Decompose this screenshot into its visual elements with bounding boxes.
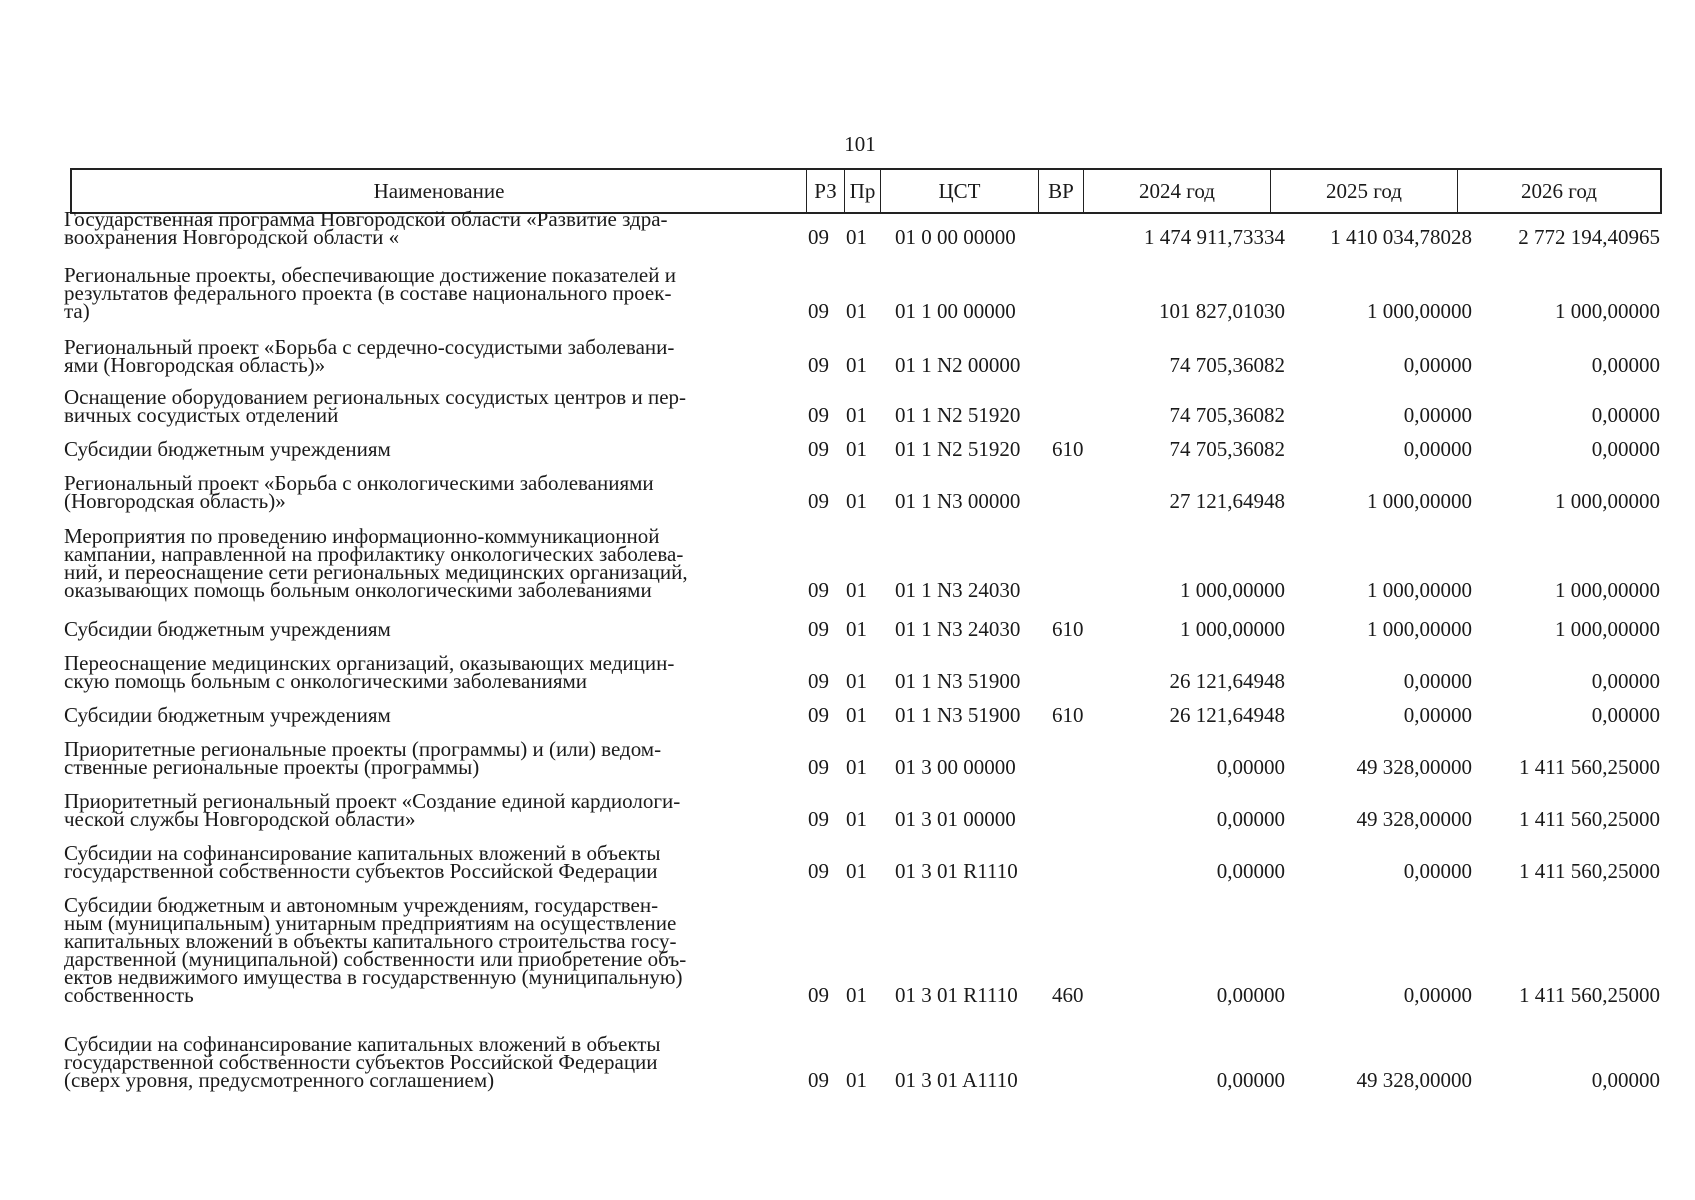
row-name: Субсидии бюджетным учреждениям bbox=[64, 437, 391, 461]
cell-cst: 01 3 01 R1110 bbox=[895, 983, 1018, 1007]
cell-rz: 09 bbox=[808, 617, 829, 641]
cell-y2025: 0,00000 bbox=[1403, 859, 1472, 883]
cell-y2026: 1 411 560,25000 bbox=[1519, 807, 1660, 831]
row-name: Приоритетные региональные проекты (программы) и (или) ведом- ственные региональные проекты (программы) bbox=[64, 737, 662, 779]
cell-rz: 09 bbox=[808, 225, 829, 249]
cell-y2026: 1 000,00000 bbox=[1555, 617, 1660, 641]
cell-cst: 01 1 N3 51900 bbox=[895, 703, 1021, 727]
cell-y2025: 0,00000 bbox=[1403, 403, 1472, 427]
cell-y2024: 74 705,36082 bbox=[1169, 437, 1285, 461]
cell-rz: 09 bbox=[808, 403, 829, 427]
cell-y2024: 1 000,00000 bbox=[1180, 617, 1285, 641]
cell-pr: 01 bbox=[846, 353, 867, 377]
cell-cst: 01 1 00 00000 bbox=[895, 299, 1016, 323]
cell-y2025: 0,00000 bbox=[1403, 437, 1472, 461]
cell-vr: 610 bbox=[1052, 703, 1084, 727]
row-name: Оснащение оборудованием региональных сосудистых центров и пер- вичных сосудистых отделений bbox=[64, 385, 687, 427]
header-name: Наименование bbox=[72, 170, 807, 212]
cell-rz: 09 bbox=[808, 703, 829, 727]
cell-cst: 01 3 01 00000 bbox=[895, 807, 1016, 831]
cell-rz: 09 bbox=[808, 353, 829, 377]
cell-y2025: 0,00000 bbox=[1403, 353, 1472, 377]
cell-y2026: 0,00000 bbox=[1591, 437, 1660, 461]
header-pr: Пр bbox=[845, 170, 881, 212]
cell-rz: 09 bbox=[808, 578, 829, 602]
cell-y2026: 1 000,00000 bbox=[1555, 299, 1660, 323]
cell-y2025: 1 000,00000 bbox=[1367, 578, 1472, 602]
page-number: 101 bbox=[844, 132, 876, 156]
cell-rz: 09 bbox=[808, 489, 829, 513]
cell-y2024: 0,00000 bbox=[1216, 1068, 1285, 1092]
cell-y2026: 1 411 560,25000 bbox=[1519, 755, 1660, 779]
cell-y2024: 26 121,64948 bbox=[1169, 703, 1285, 727]
cell-pr: 01 bbox=[846, 703, 867, 727]
cell-pr: 01 bbox=[846, 403, 867, 427]
cell-y2024: 0,00000 bbox=[1216, 859, 1285, 883]
row-name: Региональный проект «Борьба с сердечно-сосудистыми заболевани- ями (Новгородская область)» bbox=[64, 335, 675, 377]
cell-cst: 01 3 00 00000 bbox=[895, 755, 1016, 779]
cell-rz: 09 bbox=[808, 669, 829, 693]
cell-y2026: 2 772 194,40965 bbox=[1518, 225, 1660, 249]
cell-y2025: 1 410 034,78028 bbox=[1330, 225, 1472, 249]
cell-pr: 01 bbox=[846, 807, 867, 831]
cell-rz: 09 bbox=[808, 807, 829, 831]
cell-pr: 01 bbox=[846, 669, 867, 693]
cell-rz: 09 bbox=[808, 299, 829, 323]
cell-pr: 01 bbox=[846, 489, 867, 513]
cell-cst: 01 1 N3 24030 bbox=[895, 617, 1021, 641]
header-2024: 2024 год bbox=[1084, 170, 1271, 212]
cell-y2026: 1 000,00000 bbox=[1555, 578, 1660, 602]
cell-y2026: 0,00000 bbox=[1591, 703, 1660, 727]
row-name: Субсидии на софинансирование капитальных вложений в объекты государственной собственности субъектов Российской Федерации (сверх уровня, предусмотренного соглашением) bbox=[64, 1032, 661, 1092]
cell-vr: 610 bbox=[1052, 617, 1084, 641]
cell-y2026: 1 411 560,25000 bbox=[1519, 859, 1660, 883]
cell-y2025: 0,00000 bbox=[1403, 669, 1472, 693]
cell-pr: 01 bbox=[846, 617, 867, 641]
header-rz: РЗ bbox=[807, 170, 845, 212]
header-vr: ВР bbox=[1039, 170, 1084, 212]
cell-pr: 01 bbox=[846, 578, 867, 602]
cell-cst: 01 1 N2 51920 bbox=[895, 437, 1021, 461]
cell-rz: 09 bbox=[808, 983, 829, 1007]
row-name: Субсидии на софинансирование капитальных вложений в объекты государственной собственности субъектов Российской Федерации bbox=[64, 841, 661, 883]
header-2025: 2025 год bbox=[1271, 170, 1458, 212]
cell-y2026: 1 411 560,25000 bbox=[1519, 983, 1660, 1007]
row-name: Приоритетный региональный проект «Создание единой кардиологи- ческой службы Новгородской области» bbox=[64, 789, 681, 831]
cell-y2024: 74 705,36082 bbox=[1169, 403, 1285, 427]
cell-pr: 01 bbox=[846, 437, 867, 461]
cell-y2026: 0,00000 bbox=[1591, 353, 1660, 377]
cell-pr: 01 bbox=[846, 299, 867, 323]
cell-y2025: 0,00000 bbox=[1403, 983, 1472, 1007]
cell-rz: 09 bbox=[808, 1068, 829, 1092]
cell-y2024: 1 000,00000 bbox=[1180, 578, 1285, 602]
cell-rz: 09 bbox=[808, 755, 829, 779]
cell-y2024: 27 121,64948 bbox=[1169, 489, 1285, 513]
cell-rz: 09 bbox=[808, 437, 829, 461]
header-2026: 2026 год bbox=[1521, 178, 1597, 203]
row-name: Региональный проект «Борьба с онкологическими заболеваниями (Новгородская область)» bbox=[64, 471, 654, 513]
cell-y2024: 0,00000 bbox=[1216, 755, 1285, 779]
cell-y2025: 49 328,00000 bbox=[1356, 755, 1472, 779]
cell-y2025: 0,00000 bbox=[1403, 703, 1472, 727]
cell-cst: 01 1 N3 00000 bbox=[895, 489, 1021, 513]
cell-vr: 610 bbox=[1052, 437, 1084, 461]
row-name: Региональные проекты, обеспечивающие достижение показателей и результатов федерального проекта (в составе национального проек- та) bbox=[64, 263, 676, 323]
cell-y2025: 1 000,00000 bbox=[1367, 489, 1472, 513]
cell-pr: 01 bbox=[846, 1068, 867, 1092]
row-name: Государственная программа Новгородской области «Развитие здра- воохранения Новгородской области « bbox=[64, 207, 668, 249]
cell-y2026: 1 000,00000 bbox=[1555, 489, 1660, 513]
cell-y2026: 0,00000 bbox=[1591, 669, 1660, 693]
cell-y2025: 1 000,00000 bbox=[1367, 299, 1472, 323]
cell-y2025: 1 000,00000 bbox=[1367, 617, 1472, 641]
cell-y2024: 74 705,36082 bbox=[1169, 353, 1285, 377]
cell-y2024: 26 121,64948 bbox=[1169, 669, 1285, 693]
cell-y2024: 0,00000 bbox=[1216, 983, 1285, 1007]
cell-cst: 01 0 00 00000 bbox=[895, 225, 1016, 249]
cell-cst: 01 3 01 R1110 bbox=[895, 859, 1018, 883]
cell-pr: 01 bbox=[846, 755, 867, 779]
cell-cst: 01 3 01 A1110 bbox=[895, 1068, 1018, 1092]
cell-cst: 01 1 N3 51900 bbox=[895, 669, 1021, 693]
cell-pr: 01 bbox=[846, 983, 867, 1007]
cell-vr: 460 bbox=[1052, 983, 1084, 1007]
cell-y2026: 0,00000 bbox=[1591, 403, 1660, 427]
cell-cst: 01 1 N3 24030 bbox=[895, 578, 1021, 602]
row-name: Субсидии бюджетным учреждениям bbox=[64, 617, 391, 641]
cell-y2025: 49 328,00000 bbox=[1356, 1068, 1472, 1092]
header-cst: ЦСТ bbox=[881, 170, 1039, 212]
cell-y2024: 101 827,01030 bbox=[1159, 299, 1285, 323]
row-name: Мероприятия по проведению информационно-коммуникационной кампании, направленной на профилактику онкологических заболева- ний, и переоснащение сети региональных медицинских организаций, оказывающих помощь больным онкологическими заболеваниями bbox=[64, 524, 688, 602]
row-name: Субсидии бюджетным и автономным учреждениям, государствен- ным (муниципальным) унитарным предприятиям на осуществление капитальных вложений в объекты капитального строительства госу- дарственной (муниципальной) собственности или приобретение объ- ектов недвижимого имущества в государственную (муниципальную) собственность bbox=[64, 893, 687, 1007]
cell-y2024: 0,00000 bbox=[1216, 807, 1285, 831]
cell-pr: 01 bbox=[846, 859, 867, 883]
cell-rz: 09 bbox=[808, 859, 829, 883]
cell-pr: 01 bbox=[846, 225, 867, 249]
cell-cst: 01 1 N2 00000 bbox=[895, 353, 1021, 377]
cell-cst: 01 1 N2 51920 bbox=[895, 403, 1021, 427]
cell-y2026: 0,00000 bbox=[1591, 1068, 1660, 1092]
row-name: Переоснащение медицинских организаций, оказывающих медицин- скую помощь больным с онкологическими заболеваниями bbox=[64, 651, 675, 693]
cell-y2025: 49 328,00000 bbox=[1356, 807, 1472, 831]
cell-y2024: 1 474 911,73334 bbox=[1144, 225, 1285, 249]
row-name: Субсидии бюджетным учреждениям bbox=[64, 703, 391, 727]
